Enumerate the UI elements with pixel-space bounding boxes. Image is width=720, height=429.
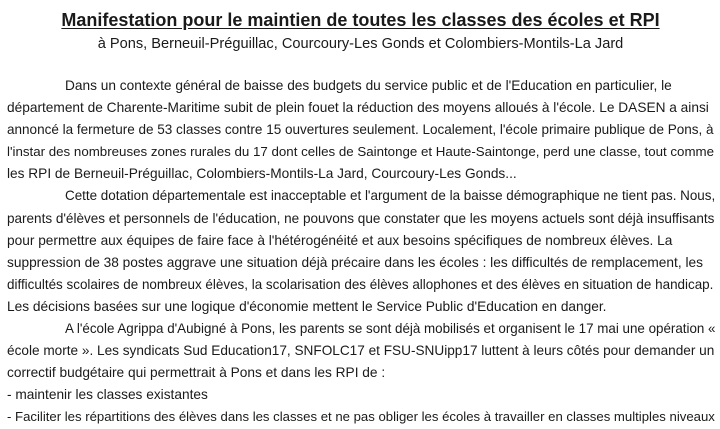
list-item: - maintenir les classes existantes xyxy=(7,387,208,403)
paragraph-line: Les décisions basées sur une logique d'économie mettent le Service Public d'Education en danger. xyxy=(7,298,607,314)
paragraph-line: suppression de 38 postes aggrave une situation déjà précaire dans les écoles : les difficultés de remplacement, les xyxy=(7,254,703,270)
document-title: Manifestation pour le maintien de toutes les classes des écoles et RPI xyxy=(61,10,660,30)
list-item: - Faciliter les répartitions des élèves dans les classes et ne pas obliger les écoles à travailler en classes multiples niveaux xyxy=(7,409,715,425)
paragraph-1 xyxy=(7,75,714,185)
paragraph-3 xyxy=(7,318,714,384)
paragraph-line: école morte ». Les syndicats Sud Education17, SNFOLC17 et FSU-SNUipp17 luttent à leurs côtés pour demander un xyxy=(7,343,715,359)
paragraph-line: l'instar des nombreuses zones rurales du 17 dont celles de Saintonge et Haute-Saintonge, perd une classe, tout comme xyxy=(7,144,715,160)
paragraph-line: pour permettre aux équipes de faire face à l'hétérogénéité et aux besoins spécifiques de nombreux élèves. La xyxy=(7,232,673,248)
demands-list xyxy=(7,384,714,428)
paragraph-line: parents d'élèves et personnels de l'éducation, ne pouvons que constater que les moyens actuels sont déjà insuffisants xyxy=(7,210,715,226)
paragraph-line: annoncé la fermeture de 53 classes contre 15 ouvertures seulement. Localement, l'école primaire publique de Pons, à xyxy=(7,122,714,138)
document-body xyxy=(7,75,714,429)
paragraph-2 xyxy=(7,185,714,318)
paragraph-line: correctif budgétaire qui permettrait à Pons et dans les RPI de : xyxy=(7,365,386,381)
paragraph-line: les RPI de Berneuil-Préguillac, Colombiers-Montils-La Jard, Courcoury-Les Gonds... xyxy=(7,166,517,182)
paragraph-line: Cette dotation départementale est inacceptable et l'argument de la baisse démographique ne tient pas. Nous, xyxy=(65,188,716,204)
paragraph-line: département de Charente-Maritime subit de plein fouet la réduction des moyens alloués à l'école. Le DASEN a ainsi xyxy=(7,100,709,116)
paragraph-line: difficultés scolaires de nombreux élèves, la scolarisation des élèves allophones et des élèves en situation de handicap. xyxy=(7,276,714,292)
paragraph-line: A l'école Agrippa d'Aubigné à Pons, les parents se sont déjà mobilisés et organisent le 17 mai une opération « xyxy=(65,321,716,337)
paragraph-line: Dans un contexte général de baisse des budgets du service public et de l'Education en particulier, le xyxy=(65,78,672,93)
document-subtitle: à Pons, Berneuil-Préguillac, Courcoury-Les Gonds et Colombiers-Montils-La Jard xyxy=(97,36,624,52)
